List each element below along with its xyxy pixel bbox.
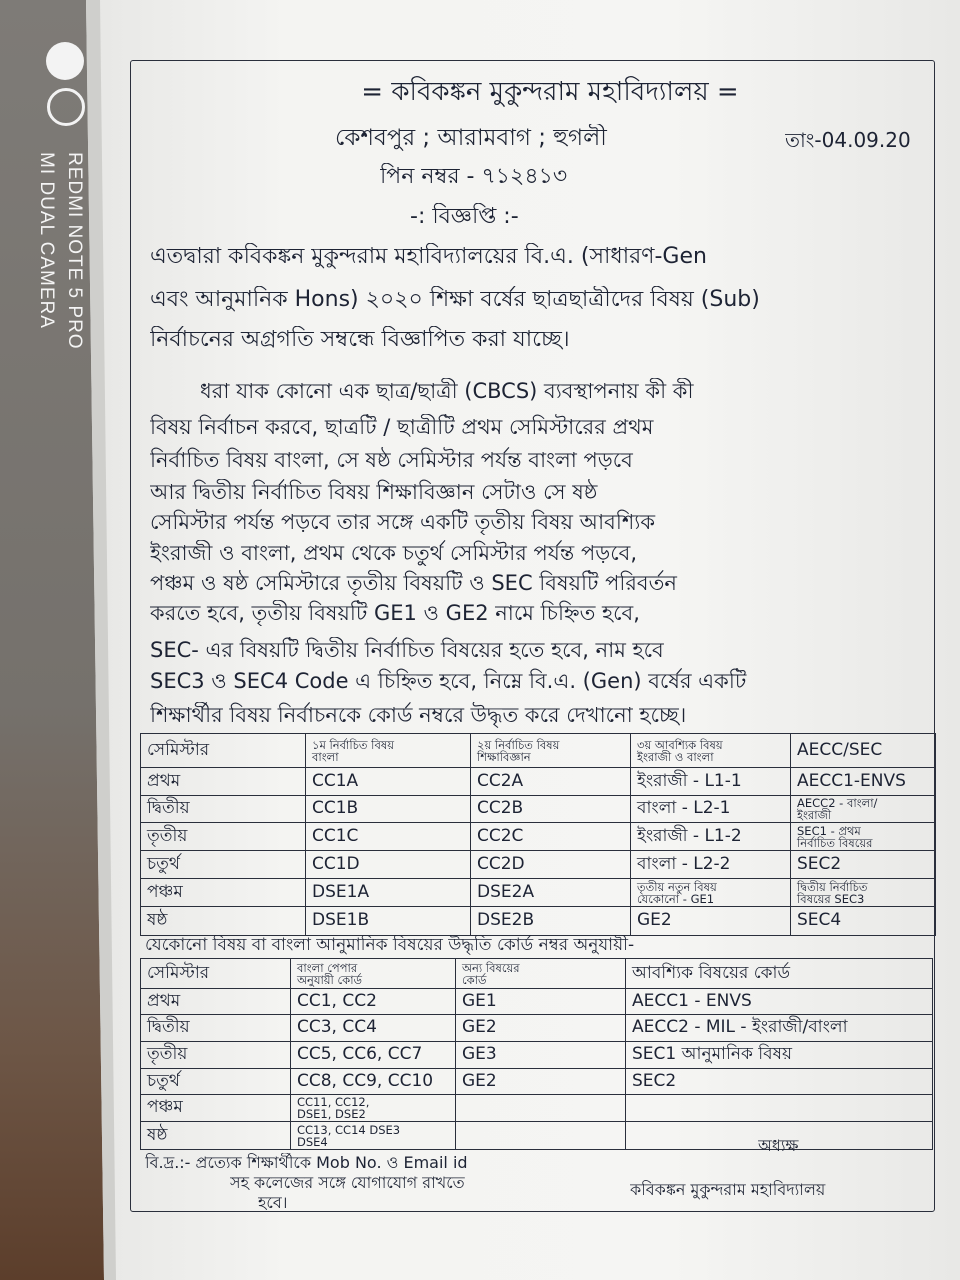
table-cell: CC1, CC2 (291, 989, 456, 1015)
code-table-caption: যেকোনো বিষয় বা বাংলা আনুমানিক বিষয়ের উদ্ধৃতি কোর্ড নম্বর অনুযায়ী- (145, 935, 635, 955)
table-cell: তৃতীয় (141, 1042, 291, 1069)
body-line: SEC3 ও SEC4 Code এ চিহ্নিত হবে, নিম্নে বি.এ. (Gen) বর্ষের একটি (150, 669, 747, 693)
table-cell: পঞ্চম (141, 879, 306, 907)
table-cell: CC11, CC12, DSE1, DSE2 (291, 1095, 456, 1122)
table-header-cell: বাংলা পেপার অনুযায়ী কোর্ড (291, 959, 456, 989)
table-header-cell: ১ম নির্বাচিত বিষয় বাংলা (306, 734, 471, 768)
table-row (141, 768, 936, 796)
table-cell: AECC1-ENVS (791, 768, 936, 796)
table-cell: CC1B (306, 796, 471, 823)
table-header-cell: ২য় নির্বাচিত বিষয় শিক্ষাবিজ্ঞান (471, 734, 631, 768)
table-row (141, 879, 936, 907)
table-row (141, 989, 933, 1015)
table-cell: পঞ্চম (141, 1095, 291, 1122)
table-cell: CC13, CC14 DSE3 DSE4 (291, 1122, 456, 1150)
table-cell: ষষ্ঠ (141, 1122, 291, 1150)
table-cell: বাংলা - L2-1 (631, 796, 791, 823)
camera-ring-icon (47, 88, 85, 126)
table-row (141, 1069, 933, 1095)
table-header-cell: সেমিস্টার (141, 734, 306, 768)
table-cell: GE2 (456, 1069, 626, 1095)
table-cell: দ্বিতীয় (141, 796, 306, 823)
intro-line: নির্বাচনের অগ্রগতি সম্বন্ধে বিজ্ঞাপিত করা যাচ্ছে। (150, 327, 570, 352)
notice-heading: -: বিজ্ঞপ্তি :- (410, 204, 519, 229)
signature-title: অধ্যক্ষ (758, 1136, 799, 1155)
table-cell: ইংরাজী - L1-1 (631, 768, 791, 796)
table-cell: চতুর্থ (141, 851, 306, 879)
table-cell: SEC1 - প্রথম নির্বাচিত বিষয়ের (791, 823, 936, 851)
table-cell: DSE1A (306, 879, 471, 907)
table-cell: তৃতীয় (141, 823, 306, 851)
date-text: তাং-04.09.20 (785, 128, 911, 152)
table-row (141, 796, 936, 823)
table-cell: ইংরাজী - L1-2 (631, 823, 791, 851)
table-cell: CC2C (471, 823, 631, 851)
table-cell: বাংলা - L2-2 (631, 851, 791, 879)
table-cell: তৃতীয় নতুন বিষয় যেকোনো - GE1 (631, 879, 791, 907)
table-cell (456, 1122, 626, 1150)
table-row (141, 907, 936, 936)
address-line: কেশবপুর ; আরামবাগ ; হুগলী (335, 125, 607, 151)
table-cell: CC5, CC6, CC7 (291, 1042, 456, 1069)
footer-note-line: বি.দ্র.:- প্রত্যেক শিক্ষার্থীকে Mob No. ও Email id (145, 1153, 468, 1172)
table-cell (456, 1095, 626, 1122)
signature-college: কবিকঙ্কন মুকুন্দরাম মহাবিদ্যালয় (630, 1180, 826, 1199)
table-header-cell: সেমিস্টার (141, 959, 291, 989)
table-cell: দ্বিতীয় (141, 1015, 291, 1042)
watermark-camera-text: MI DUAL CAMERA (36, 152, 57, 329)
body-line: পঞ্চম ও ষষ্ঠ সেমিস্টারে তৃতীয় বিষয়টি ও SEC বিষয়টি পরিবর্তন (150, 571, 677, 595)
table-cell: ষষ্ঠ (141, 907, 306, 936)
camera-dots-icon (46, 42, 84, 80)
table-header-row (141, 734, 936, 768)
table-row (141, 1042, 933, 1069)
table-cell: AECC1 - ENVS (626, 989, 933, 1015)
college-title: = কবিকঙ্কন মুকুন্দরাম মহাবিদ্যালয় = (361, 77, 739, 107)
table-header-row (141, 959, 933, 989)
intro-line: এতদ্বারা কবিকঙ্কন মুকুন্দরাম মহাবিদ্যালয়ের বি.এ. (সাধারণ-Gen (150, 244, 707, 269)
table-cell: GE1 (456, 989, 626, 1015)
code-table (140, 958, 933, 1150)
table-cell: AECC2 - MIL - ইংরাজী/বাংলা (626, 1015, 933, 1042)
table-header-cell: অন্য বিষয়ের কোর্ড (456, 959, 626, 989)
body-line: নির্বাচিত বিষয় বাংলা, সে ষষ্ঠ সেমিস্টার পর্যন্ত বাংলা পড়বে (150, 448, 633, 472)
watermark-model-text: REDMI NOTE 5 PRO (64, 152, 85, 350)
table-header-cell: আবশ্যিক বিষয়ের কোর্ড (626, 959, 933, 989)
footer-note-line: সহ কলেজের সঙ্গে যোগাযোগ রাখতে (230, 1173, 465, 1192)
table-cell: CC1A (306, 768, 471, 796)
table-cell: CC2D (471, 851, 631, 879)
table-cell: DSE2A (471, 879, 631, 907)
body-line: আর দ্বিতীয় নির্বাচিত বিষয় শিক্ষাবিজ্ঞান সেটাও সে ষষ্ঠ (150, 480, 598, 504)
pin-line: পিন নম্বর - ৭১২৪১৩ (380, 164, 568, 189)
table-cell: DSE2B (471, 907, 631, 936)
table-cell: DSE1B (306, 907, 471, 936)
body-line: শিক্ষার্থীর বিষয় নির্বাচনকে কোর্ড নম্বরে উদ্ধৃত করে দেখানো হচ্ছে। (150, 703, 687, 727)
table-row (141, 823, 936, 851)
table-cell: CC2A (471, 768, 631, 796)
table-cell: CC3, CC4 (291, 1015, 456, 1042)
table-row (141, 1095, 933, 1122)
table-cell: CC8, CC9, CC10 (291, 1069, 456, 1095)
table-cell: GE3 (456, 1042, 626, 1069)
subject-table (140, 733, 936, 936)
table-cell: প্রথম (141, 768, 306, 796)
table-cell: SEC1 আনুমানিক বিষয় (626, 1042, 933, 1069)
body-line: SEC- এর বিষয়টি দ্বিতীয় নির্বাচিত বিষয়ের হতে হবে, নাম হবে (150, 638, 664, 662)
body-line: ধরা যাক কোনো এক ছাত্র/ছাত্রী (CBCS) ব্যবস্থাপনায় কী কী (200, 379, 694, 403)
table-cell: SEC4 (791, 907, 936, 936)
body-line: বিষয় নির্বাচন করবে, ছাত্রটি / ছাত্রীটি প্রথম সেমিস্টারের প্রথম (150, 415, 654, 439)
body-line: সেমিস্টার পর্যন্ত পড়বে তার সঙ্গে একটি তৃতীয় বিষয় আবশ্যিক (150, 510, 656, 534)
table-header-cell: ৩য় আবশ্যিক বিষয় ইংরাজী ও বাংলা (631, 734, 791, 768)
table-cell: CC2B (471, 796, 631, 823)
table-cell: প্রথম (141, 989, 291, 1015)
table-cell: চতুর্থ (141, 1069, 291, 1095)
table-cell: CC1C (306, 823, 471, 851)
table-cell: CC1D (306, 851, 471, 879)
table-cell: SEC2 (791, 851, 936, 879)
table-cell: GE2 (456, 1015, 626, 1042)
table-cell: SEC2 (626, 1069, 933, 1095)
table-row (141, 1015, 933, 1042)
intro-line: এবং আনুমানিক Hons) ২০২০ শিক্ষা বর্ষের ছাত্রছাত্রীদের বিষয় (Sub) (150, 287, 760, 312)
table-cell: AECC2 - বাংলা/ ইংরাজী (791, 796, 936, 823)
body-line: করতে হবে, তৃতীয় বিষয়টি GE1 ও GE2 নামে চিহ্নিত হবে, (150, 601, 640, 625)
table-cell: দ্বিতীয় নির্বাচিত বিষয়ের SEC3 (791, 879, 936, 907)
table-cell (626, 1095, 933, 1122)
body-line: ইংরাজী ও বাংলা, প্রথম থেকে চতুর্থ সেমিস্টার পর্যন্ত পড়বে, (150, 541, 637, 565)
table-cell: GE2 (631, 907, 791, 936)
footer-note-line: হবে। (258, 1193, 288, 1212)
table-row (141, 851, 936, 879)
table-header-cell: AECC/SEC (791, 734, 936, 768)
